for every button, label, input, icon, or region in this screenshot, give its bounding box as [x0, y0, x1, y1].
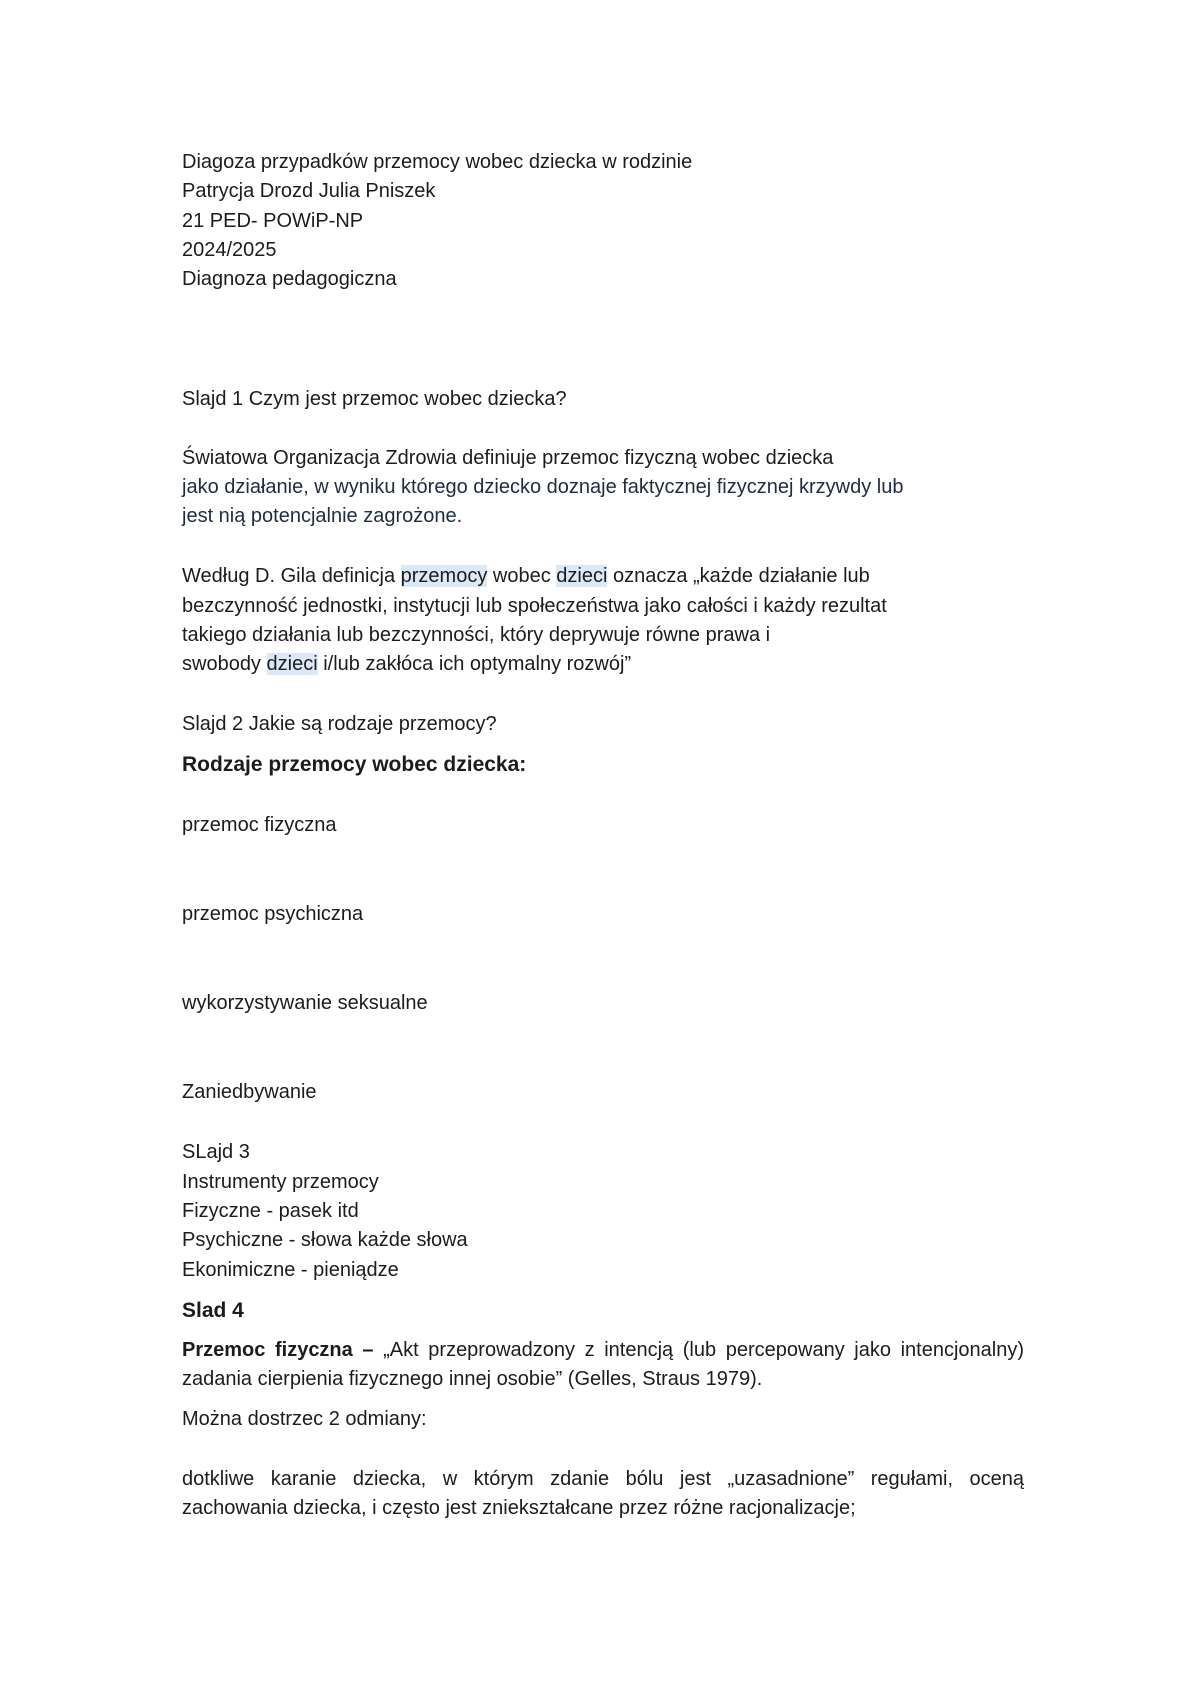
variant-1: dotkliwe karanie dziecka, w którym zdanie bólu jest „uzasadnione” regułami, oceną zachowania dziecka, i często jest zniekształcane przez różne racjonalizacje; — [182, 1468, 1024, 1519]
gil-definition-line2: bezczynność jednostki, instytucji lub społeczeństwa jako całości i każdy rezultat — [182, 595, 887, 617]
slide3-line: Fizyczne - pasek itd — [182, 1200, 359, 1222]
violence-type-item: Zaniedbywanie — [182, 1081, 317, 1103]
authors: Patrycja Drozd Julia Pniszek — [182, 180, 436, 202]
slide1-heading: Slajd 1 Czym jest przemoc wobec dziecka? — [182, 388, 567, 410]
gil-text-a: Według D. Gila definicja — [182, 565, 401, 587]
gil-definition-line3: takiego działania lub bezczynności, który deprywuje równe prawa i — [182, 624, 771, 646]
violence-type-item: przemoc psychiczna — [182, 903, 364, 925]
gil-text-c: oznacza „każde działanie lub — [607, 565, 870, 587]
slide4-heading: Slad 4 — [182, 1299, 244, 1322]
slide2-heading: Slajd 2 Jakie są rodzaje przemocy? — [182, 713, 497, 735]
variants-intro: Można dostrzec 2 odmiany: — [182, 1408, 427, 1430]
gil-text-e: i/lub zakłóca ich optymalny rozwój” — [317, 653, 632, 675]
gil-text-b: wobec — [487, 565, 557, 587]
definition-term: Przemoc fizyczna – — [182, 1339, 374, 1361]
definition-text: „Akt przeprowadzony z intencją (lub percepowany jako intencjonalny) zadania cierpienia fizycznego innej osobie” (Gelles, Straus 1979). — [182, 1339, 1024, 1390]
gil-definition-line4 — [182, 650, 631, 679]
slide3-line: Instrumenty przemocy — [182, 1171, 379, 1193]
group-code: 21 PED- POWiP-NP — [182, 210, 364, 232]
violence-type-item: wykorzystywanie seksualne — [182, 992, 428, 1014]
highlight-dzieci: dzieci — [556, 565, 608, 587]
slide2-subheading: Rodzaje przemocy wobec dziecka: — [182, 753, 527, 776]
highlight-dzieci-2: dzieci — [266, 653, 318, 675]
subject: Diagnoza pedagogiczna — [182, 268, 397, 290]
slide3-heading: SLajd 3 — [182, 1141, 250, 1163]
highlight-przemocy: przemocy — [400, 565, 488, 587]
who-definition-line1: Światowa Organizacja Zdrowia definiuje przemoc fizyczną wobec dziecka — [182, 447, 834, 469]
violence-type-item: przemoc fizyczna — [182, 814, 337, 836]
who-definition-line3: jest nią potencjalnie zagrożone. — [182, 505, 463, 527]
slide3-line: Psychiczne - słowa każde słowa — [182, 1229, 468, 1251]
slide3-line: Ekonimiczne - pieniądze — [182, 1259, 399, 1281]
academic-year: 2024/2025 — [182, 239, 277, 261]
gil-definition-line1 — [182, 562, 870, 591]
gil-text-d: swobody — [182, 653, 267, 675]
who-definition-line2: jako działanie, w wyniku którego dziecko doznaje faktycznej fizycznej krzywdy lub — [182, 476, 904, 498]
physical-violence-definition — [182, 1336, 1024, 1394]
document-title: Diagoza przypadków przemocy wobec dziecka w rodzinie — [182, 151, 693, 173]
